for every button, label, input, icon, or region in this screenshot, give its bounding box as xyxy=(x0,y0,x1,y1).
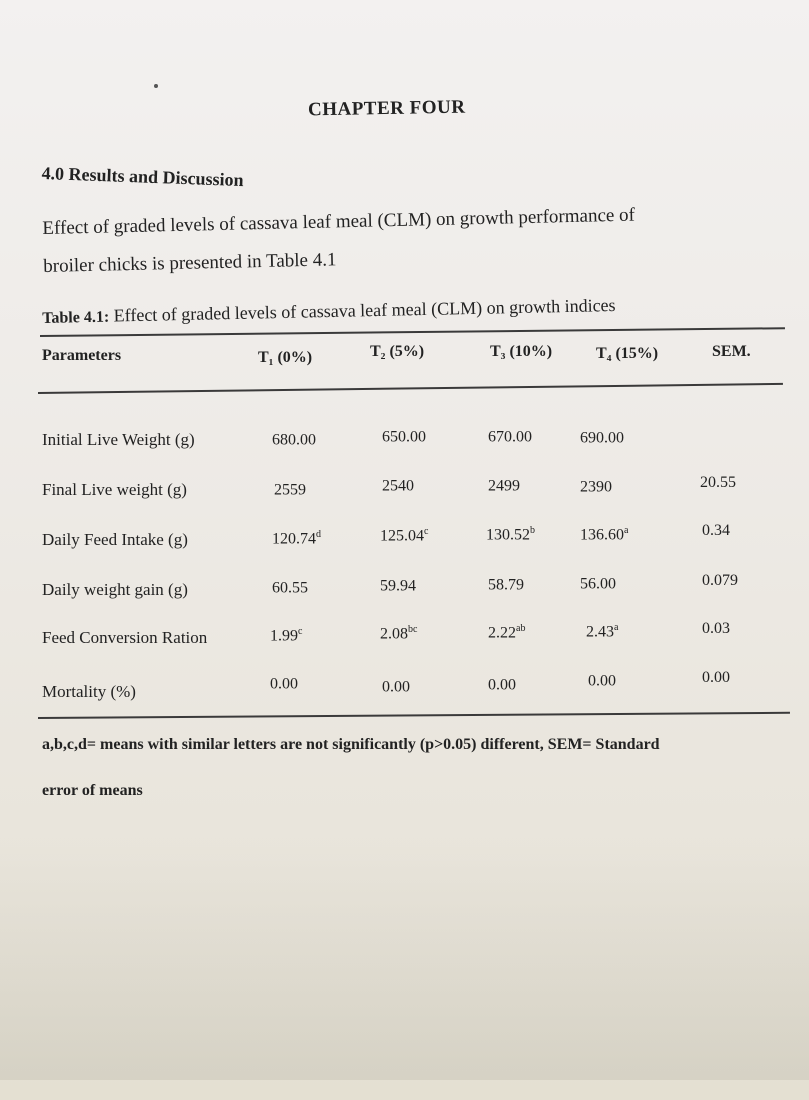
chapter-title: CHAPTER FOUR xyxy=(307,96,466,121)
footnote-line-1: a,b,c,d= means with similar letters are not significantly (p>0.05) different, SEM= Standard xyxy=(42,736,660,753)
cell-sem: 0.00 xyxy=(702,669,730,686)
cell-t1: 0.00 xyxy=(270,675,298,693)
cell-sem: 0.03 xyxy=(702,620,730,637)
cell-t3: 0.00 xyxy=(488,676,516,694)
header-t1: T₁ (0%) xyxy=(258,349,313,366)
cell-t3: 2499 xyxy=(488,477,520,495)
header-t2: T₂ (5%) xyxy=(370,343,425,360)
cell-t2: 0.00 xyxy=(382,678,410,696)
cell-t2: 650.00 xyxy=(382,428,426,446)
pen-mark xyxy=(154,84,158,88)
cell-t1: 120.74$^d$ xyxy=(272,529,321,548)
cell-t4: 690.00 xyxy=(580,429,624,447)
cell-t4: 0.00 xyxy=(588,672,616,690)
header-t4: T₄ (15%) xyxy=(596,345,659,362)
cell-t2: 125.04$^c$ xyxy=(380,526,429,545)
cell-t2: 59.94 xyxy=(380,577,416,595)
table-caption-label: Table 4.1: xyxy=(42,308,110,327)
cell-sem: 20.55 xyxy=(700,474,736,491)
cell-t4: 2390 xyxy=(580,478,612,496)
row-param: Daily weight gain (g) xyxy=(42,580,188,599)
cell-t3: 670.00 xyxy=(488,428,532,446)
cell-t3: 58.79 xyxy=(488,576,524,594)
intro-line-2: broiler chicks is presented in Table 4.1 xyxy=(43,249,337,277)
cell-sem: 0.079 xyxy=(702,572,738,589)
row-param: Final Live weight (g) xyxy=(42,480,187,499)
header-t3: T₃ (10%) xyxy=(490,343,553,360)
cell-t1: 60.55 xyxy=(272,579,308,597)
cell-t1: 1.99$^c$ xyxy=(270,626,303,645)
cell-t1: 680.00 xyxy=(272,431,316,449)
row-param: Daily Feed Intake (g) xyxy=(42,530,188,549)
cell-t4: 56.00 xyxy=(580,575,616,593)
header-parameters: Parameters xyxy=(42,347,122,364)
cell-t3: 2.22$^{ab}$ xyxy=(488,623,526,642)
row-param: Initial Live Weight (g) xyxy=(42,430,195,449)
cell-t3: 130.52$^b$ xyxy=(486,525,535,544)
section-heading: 4.0 Results and Discussion xyxy=(41,163,244,191)
cell-t4: 2.43$^a$ xyxy=(586,622,619,641)
row-param: Mortality (%) xyxy=(42,682,136,701)
cell-sem: 0.34 xyxy=(702,522,730,539)
table-footnote xyxy=(42,722,802,814)
footnote-line-2: error of means xyxy=(42,782,143,799)
cell-t1: 2559 xyxy=(274,481,306,499)
intro-line-1: Effect of graded levels of cassava leaf meal (CLM) on growth performance of xyxy=(42,204,636,239)
cell-t2: 2.08$^{bc}$ xyxy=(380,624,418,643)
cell-t4: 136.60$^a$ xyxy=(580,525,629,544)
cell-t2: 2540 xyxy=(382,477,414,495)
header-sem: SEM. xyxy=(712,343,751,360)
table-caption-text: Effect of graded levels of cassava leaf meal (CLM) on growth indices xyxy=(113,294,616,326)
row-param: Feed Conversion Ration xyxy=(42,628,208,647)
